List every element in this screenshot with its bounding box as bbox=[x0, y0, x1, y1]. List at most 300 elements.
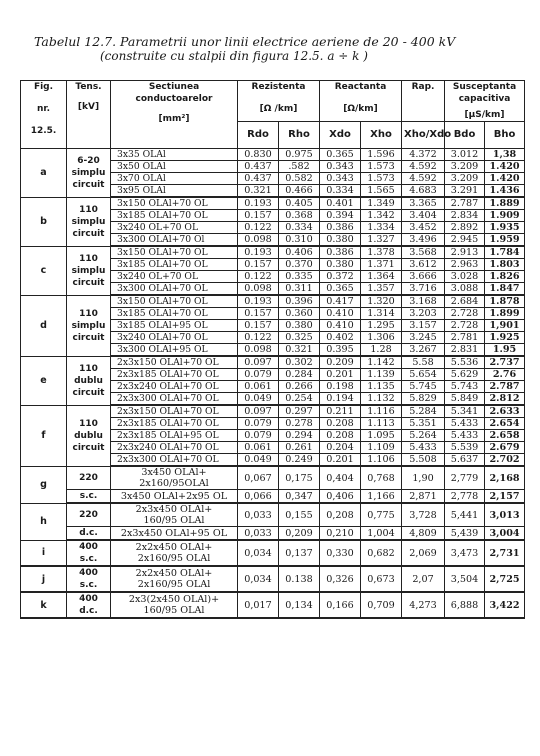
cell-rap: 5.433 bbox=[402, 442, 445, 454]
cell-xho: 1.357 bbox=[361, 283, 402, 296]
cell-xho: 0,775 bbox=[361, 503, 402, 527]
cell-bdo: 5.539 bbox=[445, 442, 485, 454]
cell-xho: 0,682 bbox=[361, 540, 402, 566]
cell-bdo: 3.012 bbox=[445, 149, 485, 161]
cell-bdo: 5.637 bbox=[445, 454, 485, 467]
cell-rap: 4.683 bbox=[402, 185, 445, 198]
cell-bdo: 5.433 bbox=[445, 418, 485, 430]
voltage-cell: 220 bbox=[67, 466, 111, 490]
cell-xdo: 0.394 bbox=[320, 210, 361, 222]
symbol-bho: Bho bbox=[485, 122, 525, 149]
section-cell: 3x95 OLAl bbox=[111, 185, 238, 198]
cell-rap: 5.264 bbox=[402, 430, 445, 442]
cell-xdo: 0,210 bbox=[320, 527, 361, 541]
cell-rho: 0,347 bbox=[279, 490, 320, 504]
cell-bdo: 2.787 bbox=[445, 197, 485, 210]
cell-ratio: 2,871 bbox=[402, 490, 445, 504]
cell-bdo: 5,441 bbox=[445, 503, 485, 527]
cell-rap: 3.568 bbox=[402, 246, 445, 259]
voltage-line: circuit bbox=[72, 228, 105, 239]
header-sectiunea: Sectiunea conductoarelor [mm²] bbox=[111, 81, 238, 149]
voltage-cell bbox=[67, 566, 111, 592]
cell-xho: 1.295 bbox=[361, 320, 402, 332]
cell-bdo: 3.291 bbox=[445, 185, 485, 198]
section-cell: 2x3x450 OLAl+95 OL bbox=[111, 527, 238, 541]
cell-bho: 1.95 bbox=[485, 344, 525, 357]
cell-xdo: 0.343 bbox=[320, 161, 361, 173]
section-cell: 2x3x300 OLAl+70 OL bbox=[111, 454, 238, 467]
cell-bho: 1.959 bbox=[485, 234, 525, 247]
voltage-cell bbox=[67, 149, 111, 198]
cell-xho: 1.139 bbox=[361, 369, 402, 381]
cell-bdo: 3.028 bbox=[445, 271, 485, 283]
cell-bdo: 3,473 bbox=[445, 540, 485, 566]
cell-ratio: 1,90 bbox=[402, 466, 445, 490]
cell-rho: 0.310 bbox=[279, 234, 320, 247]
cell-bdo: 2.963 bbox=[445, 259, 485, 271]
cell-xho: 1.28 bbox=[361, 344, 402, 357]
header-fig: Fig. nr. 12.5. bbox=[21, 81, 67, 149]
cell-xho: 1.135 bbox=[361, 381, 402, 393]
cell-xdo: 0,404 bbox=[320, 466, 361, 490]
section-cell: 3x240 OLAl+70 OL bbox=[111, 332, 238, 344]
cell-rdo: 0.193 bbox=[238, 197, 279, 210]
cell-bho: 1.803 bbox=[485, 259, 525, 271]
cell-rap: 3.496 bbox=[402, 234, 445, 247]
table-row bbox=[21, 592, 525, 618]
cell-bho: 1.784 bbox=[485, 246, 525, 259]
cell-bho: 2,157 bbox=[485, 490, 525, 504]
cell-rho: 0.582 bbox=[279, 173, 320, 185]
cell-bdo: 5.743 bbox=[445, 381, 485, 393]
cell-rho: 0.975 bbox=[279, 149, 320, 161]
cell-xho: 1.306 bbox=[361, 332, 402, 344]
cell-bdo: 5.341 bbox=[445, 405, 485, 418]
cell-bdo: 2.684 bbox=[445, 295, 485, 308]
section-cell bbox=[111, 540, 238, 566]
voltage-line: circuit bbox=[72, 332, 105, 343]
cell-rho: 0.321 bbox=[279, 344, 320, 357]
voltage-line: 400 bbox=[79, 542, 98, 552]
section-cell: 3x185 OLAl+70 OL bbox=[111, 308, 238, 320]
cell-rdo: 0.830 bbox=[238, 149, 279, 161]
cell-xho: 1.106 bbox=[361, 454, 402, 467]
section-cell: 3x150 OLAl+70 OL bbox=[111, 197, 238, 210]
cell-bho: 1,901 bbox=[485, 320, 525, 332]
voltage-cell bbox=[67, 356, 111, 405]
section-cell: 3x150 OLAl+70 OL bbox=[111, 295, 238, 308]
section-cell: 2x3x150 OLAl+70 OL bbox=[111, 356, 238, 369]
cell-rdo: 0.122 bbox=[238, 222, 279, 234]
header-reactanta: Reactanta [Ω/km] bbox=[320, 81, 402, 122]
cell-rdo: 0.157 bbox=[238, 320, 279, 332]
cell-bho: 2.737 bbox=[485, 356, 525, 369]
cell-bho: 1.436 bbox=[485, 185, 525, 198]
cell-rdo: 0,033 bbox=[238, 503, 279, 527]
voltage-line: 110 bbox=[79, 363, 98, 374]
cell-bdo: 3.209 bbox=[445, 173, 485, 185]
cell-bho: 1.925 bbox=[485, 332, 525, 344]
cell-bho: 2.702 bbox=[485, 454, 525, 467]
section-line: 160/95 OLAl bbox=[143, 605, 205, 616]
cell-xdo: 0.372 bbox=[320, 271, 361, 283]
cell-rho: 0.266 bbox=[279, 381, 320, 393]
cell-rho: 0,175 bbox=[279, 466, 320, 490]
cell-bho: 3,004 bbox=[485, 527, 525, 541]
cell-rap: 5.58 bbox=[402, 356, 445, 369]
group-rows-a-f bbox=[21, 149, 525, 467]
cell-bho: 3,013 bbox=[485, 503, 525, 527]
cell-bho: 2,168 bbox=[485, 466, 525, 490]
cell-bho: 1.935 bbox=[485, 222, 525, 234]
section-cell: 3x300 OLAl+70 OL bbox=[111, 283, 238, 296]
cell-rdo: 0.097 bbox=[238, 356, 279, 369]
cell-bho: 1.899 bbox=[485, 308, 525, 320]
cell-xdo: 0.365 bbox=[320, 283, 361, 296]
cell-bdo: 2.831 bbox=[445, 344, 485, 357]
symbol-rdo: Rdo bbox=[238, 122, 279, 149]
cell-rap: 5.745 bbox=[402, 381, 445, 393]
cell-bho: 1.420 bbox=[485, 161, 525, 173]
cell-rdo: 0.122 bbox=[238, 271, 279, 283]
cell-xdo: 0.386 bbox=[320, 246, 361, 259]
cell-bdo: 2.913 bbox=[445, 246, 485, 259]
cell-xho: 1.116 bbox=[361, 405, 402, 418]
cell-rdo: 0,066 bbox=[238, 490, 279, 504]
cell-rdo: 0.049 bbox=[238, 393, 279, 406]
cell-xdo: 0.410 bbox=[320, 308, 361, 320]
cell-rdo: 0,067 bbox=[238, 466, 279, 490]
section-cell: 3x35 OLAl bbox=[111, 149, 238, 161]
cell-xho: 1.364 bbox=[361, 271, 402, 283]
cell-xho: 0,768 bbox=[361, 466, 402, 490]
cell-rap: 5.829 bbox=[402, 393, 445, 406]
cell-rho: 0.249 bbox=[279, 454, 320, 467]
cell-bdo: 5.629 bbox=[445, 369, 485, 381]
caption-title: Tabelul 12.7. Parametrii unor linii electrice aeriene de 20 - 400 kV bbox=[34, 34, 456, 49]
cell-xho: 0,709 bbox=[361, 592, 402, 618]
cell-rdo: 0.321 bbox=[238, 185, 279, 198]
cell-bho: 1.878 bbox=[485, 295, 525, 308]
voltage-line: circuit bbox=[72, 442, 105, 453]
section-cell: 2x3x240 OLAl+70 OL bbox=[111, 442, 238, 454]
cell-rdo: 0.097 bbox=[238, 405, 279, 418]
cell-bdo: 5.849 bbox=[445, 393, 485, 406]
cell-rap: 3.404 bbox=[402, 210, 445, 222]
cell-rap: 3.612 bbox=[402, 259, 445, 271]
section-cell: 3x185 OLAl+95 OL bbox=[111, 320, 238, 332]
cell-rdo: 0.079 bbox=[238, 430, 279, 442]
section-cell: 3x240 OL+70 OL bbox=[111, 271, 238, 283]
table-row bbox=[21, 405, 525, 418]
cell-bdo: 5.433 bbox=[445, 430, 485, 442]
group-rows-i-k bbox=[21, 540, 525, 618]
cell-rap: 4.592 bbox=[402, 173, 445, 185]
cell-rho: 0.297 bbox=[279, 405, 320, 418]
fig-letter: f bbox=[21, 405, 67, 466]
cell-rap: 3.157 bbox=[402, 320, 445, 332]
cell-bho: 2.633 bbox=[485, 405, 525, 418]
cell-rdo: 0.061 bbox=[238, 381, 279, 393]
cell-rho: 0.396 bbox=[279, 295, 320, 308]
cell-rdo: 0.122 bbox=[238, 332, 279, 344]
line-parameters-table bbox=[20, 80, 525, 619]
cell-rap: 3.716 bbox=[402, 283, 445, 296]
section-cell: 2x3x240 OLAl+70 OL bbox=[111, 381, 238, 393]
header-tens: Tens. [kV] bbox=[67, 81, 111, 149]
cell-xdo: 0.365 bbox=[320, 149, 361, 161]
cell-rap: 4.372 bbox=[402, 149, 445, 161]
cell-xho: 1.142 bbox=[361, 356, 402, 369]
cell-rdo: 0.098 bbox=[238, 283, 279, 296]
voltage-line: 110 bbox=[79, 308, 98, 319]
cell-xdo: 0.211 bbox=[320, 405, 361, 418]
section-cell: 2x3x185 OLAl+70 OL bbox=[111, 418, 238, 430]
section-cell: 2x3x300 OLAl+70 OL bbox=[111, 393, 238, 406]
voltage-line: 110 bbox=[79, 253, 98, 264]
cell-rho: 0,155 bbox=[279, 503, 320, 527]
cell-bho: 1.847 bbox=[485, 283, 525, 296]
cell-bho: 1.909 bbox=[485, 210, 525, 222]
cell-xdo: 0.417 bbox=[320, 295, 361, 308]
voltage-line: 400 bbox=[79, 568, 98, 578]
cell-xho: 1.573 bbox=[361, 173, 402, 185]
cell-xho: 1.132 bbox=[361, 393, 402, 406]
cell-rap: 2,069 bbox=[402, 540, 445, 566]
cell-rho: .582 bbox=[279, 161, 320, 173]
cell-rho: 0.284 bbox=[279, 369, 320, 381]
cell-rdo: 0.157 bbox=[238, 210, 279, 222]
cell-xdo: 0.410 bbox=[320, 320, 361, 332]
voltage-line: 110 bbox=[79, 418, 98, 429]
cell-rdo: 0.098 bbox=[238, 234, 279, 247]
section-cell: 2x3x185 OLAl+95 OL bbox=[111, 430, 238, 442]
cell-rho: 0,209 bbox=[279, 527, 320, 541]
cell-rho: 0,134 bbox=[279, 592, 320, 618]
section-cell: 3x240 OL+70 OL bbox=[111, 222, 238, 234]
fig-letter: a bbox=[21, 149, 67, 198]
voltage-line: 6-20 bbox=[77, 155, 100, 166]
cell-xho: 1.596 bbox=[361, 149, 402, 161]
cell-rdo: 0.079 bbox=[238, 418, 279, 430]
cell-xdo: 0,326 bbox=[320, 566, 361, 592]
cell-rdo: 0,033 bbox=[238, 527, 279, 541]
section-cell: 2x3x450 OLAl+ 160/95 OLAl bbox=[111, 503, 238, 527]
cell-bdo: 6,888 bbox=[445, 592, 485, 618]
cell-rdo: 0.193 bbox=[238, 246, 279, 259]
cell-rho: 0.302 bbox=[279, 356, 320, 369]
cell-bdo: 2.728 bbox=[445, 320, 485, 332]
cell-xdo: 0.402 bbox=[320, 332, 361, 344]
section-cell: 3x70 OLAl bbox=[111, 173, 238, 185]
table-row bbox=[21, 246, 525, 259]
cell-xdo: 0.380 bbox=[320, 234, 361, 247]
cell-rdo: 0.061 bbox=[238, 442, 279, 454]
voltage-cell bbox=[67, 405, 111, 466]
cell-xho: 1.378 bbox=[361, 246, 402, 259]
cell-xho: 1.327 bbox=[361, 234, 402, 247]
cell-xho: 0,673 bbox=[361, 566, 402, 592]
cell-rho: 0.368 bbox=[279, 210, 320, 222]
voltage-line: dublu bbox=[74, 430, 103, 441]
section-cell: 3x300 OLAl+95 OL bbox=[111, 344, 238, 357]
cell-bdo: 5,439 bbox=[445, 527, 485, 541]
cell-xho: 1.113 bbox=[361, 418, 402, 430]
cell-rap: 4.592 bbox=[402, 161, 445, 173]
cell-xdo: 0,330 bbox=[320, 540, 361, 566]
cell-xdo: 0.380 bbox=[320, 259, 361, 271]
voltage-line: simplu bbox=[71, 216, 106, 227]
section-line: 2x160/95 OLAl bbox=[137, 579, 211, 590]
cell-ratio: 4,809 bbox=[402, 527, 445, 541]
cell-rho: 0.294 bbox=[279, 430, 320, 442]
cell-rdo: 0.437 bbox=[238, 173, 279, 185]
section-cell bbox=[111, 566, 238, 592]
fig-letter: d bbox=[21, 295, 67, 356]
table-row bbox=[21, 356, 525, 369]
cell-xdo: 0.198 bbox=[320, 381, 361, 393]
voltage-cell bbox=[67, 246, 111, 295]
cell-rho: 0.405 bbox=[279, 197, 320, 210]
cell-rdo: 0.193 bbox=[238, 295, 279, 308]
voltage-line: circuit bbox=[72, 277, 105, 288]
cell-rap: 5.284 bbox=[402, 405, 445, 418]
cell-rap: 2,07 bbox=[402, 566, 445, 592]
table-row bbox=[21, 566, 525, 592]
cell-xho: 1.095 bbox=[361, 430, 402, 442]
cell-bho: 1.420 bbox=[485, 173, 525, 185]
cell-rap: 5.351 bbox=[402, 418, 445, 430]
fig-letter: g bbox=[21, 466, 67, 503]
section-cell bbox=[111, 592, 238, 618]
cell-bho: 1,38 bbox=[485, 149, 525, 161]
cell-bho: 2.76 bbox=[485, 369, 525, 381]
cell-xho: 1.573 bbox=[361, 161, 402, 173]
section-cell: 2x3x150 OLAl+70 OL bbox=[111, 405, 238, 418]
cell-rap: 3.267 bbox=[402, 344, 445, 357]
voltage-cell: 220 bbox=[67, 503, 111, 527]
cell-rdo: 0.049 bbox=[238, 454, 279, 467]
cell-xdo: 0,166 bbox=[320, 592, 361, 618]
voltage-cell bbox=[67, 197, 111, 246]
cell-rho: 0,137 bbox=[279, 540, 320, 566]
section-line: 2x2x450 OLAl+ bbox=[135, 568, 213, 579]
cell-xdo: 0.208 bbox=[320, 430, 361, 442]
cell-rdo: 0.157 bbox=[238, 259, 279, 271]
cell-rho: 0.466 bbox=[279, 185, 320, 198]
table-row bbox=[21, 149, 525, 161]
cell-xdo: 0.201 bbox=[320, 454, 361, 467]
cell-xdo: 0.204 bbox=[320, 442, 361, 454]
section-cell: 3x150 OLAl+70 OL bbox=[111, 246, 238, 259]
table-caption bbox=[34, 34, 524, 63]
cell-bdo: 2.834 bbox=[445, 210, 485, 222]
cell-bho: 1.889 bbox=[485, 197, 525, 210]
cell-xho: 1,166 bbox=[361, 490, 402, 504]
section-cell: 3x300 OLAl+70 Ol bbox=[111, 234, 238, 247]
cell-rho: 0.406 bbox=[279, 246, 320, 259]
cell-ratio: 3,728 bbox=[402, 503, 445, 527]
cell-rho: 0.254 bbox=[279, 393, 320, 406]
cell-xdo: 0.386 bbox=[320, 222, 361, 234]
voltage-line: simplu bbox=[71, 265, 106, 276]
table-row bbox=[21, 197, 525, 210]
symbol-ratio: Xho/Xdo bbox=[402, 122, 445, 149]
cell-rho: 0.138 bbox=[279, 566, 320, 592]
group-rows-g-k bbox=[21, 466, 525, 540]
cell-rdo: 0.437 bbox=[238, 161, 279, 173]
cell-xdo: 0.401 bbox=[320, 197, 361, 210]
section-line: 2x3(2x450 OLAl)+ bbox=[128, 594, 220, 605]
header-rap: Rap. bbox=[402, 81, 445, 122]
cell-rap: 3.245 bbox=[402, 332, 445, 344]
fig-letter: k bbox=[21, 592, 67, 618]
cell-rdo: 0.157 bbox=[238, 308, 279, 320]
cell-rho: 0.278 bbox=[279, 418, 320, 430]
cell-xho: 1.565 bbox=[361, 185, 402, 198]
cell-rho: 0.311 bbox=[279, 283, 320, 296]
cell-rap: 5.508 bbox=[402, 454, 445, 467]
voltage-cell bbox=[67, 592, 111, 618]
symbol-xdo: Xdo bbox=[320, 122, 361, 149]
section-cell: 3x185 OLAl+70 OL bbox=[111, 210, 238, 222]
cell-xdo: 0.194 bbox=[320, 393, 361, 406]
table-row bbox=[21, 295, 525, 308]
section-cell: 3x450 OLAl+2x95 OL bbox=[111, 490, 238, 504]
cell-xho: 1,004 bbox=[361, 527, 402, 541]
cell-rho: 0.370 bbox=[279, 259, 320, 271]
cell-xdo: 0.343 bbox=[320, 173, 361, 185]
section-line: 2x2x450 OLAl+ bbox=[135, 542, 213, 553]
header-rezistenta: Rezistenta [Ω /km] bbox=[238, 81, 320, 122]
cell-bdo: 2.781 bbox=[445, 332, 485, 344]
cell-rap: 3.452 bbox=[402, 222, 445, 234]
voltage-line: s.c. bbox=[79, 580, 98, 590]
cell-bdo: 2,778 bbox=[445, 490, 485, 504]
cell-bho: 2,731 bbox=[485, 540, 525, 566]
cell-xho: 1.109 bbox=[361, 442, 402, 454]
voltage-line: dublu bbox=[74, 375, 103, 386]
voltage-line: simplu bbox=[71, 320, 106, 331]
voltage-line: circuit bbox=[72, 179, 105, 190]
cell-rdo: 0.079 bbox=[238, 369, 279, 381]
cell-bho: 2.654 bbox=[485, 418, 525, 430]
voltage-cell: s.c. bbox=[67, 490, 111, 504]
fig-letter: c bbox=[21, 246, 67, 295]
cell-rap: 5.654 bbox=[402, 369, 445, 381]
cell-xho: 1.320 bbox=[361, 295, 402, 308]
cell-bho: 2.787 bbox=[485, 381, 525, 393]
symbol-xho: Xho bbox=[361, 122, 402, 149]
cell-xho: 1.334 bbox=[361, 222, 402, 234]
cell-rap: 3.203 bbox=[402, 308, 445, 320]
cell-xdo: 0.334 bbox=[320, 185, 361, 198]
header-susceptanta: Susceptanta capacitiva [μS/km] bbox=[445, 81, 525, 122]
voltage-cell bbox=[67, 295, 111, 356]
table-row bbox=[21, 540, 525, 566]
cell-bdo: 3,504 bbox=[445, 566, 485, 592]
section-cell: 3x185 OLAl+70 OL bbox=[111, 259, 238, 271]
section-line: 2x160/95 OLAl bbox=[137, 553, 211, 564]
cell-rdo: 0,017 bbox=[238, 592, 279, 618]
cell-xdo: 0,406 bbox=[320, 490, 361, 504]
section-cell: 2x3x185 OLAl+70 OL bbox=[111, 369, 238, 381]
section-cell: 3x450 OLAl+ 2x160/95OLAl bbox=[111, 466, 238, 490]
cell-xdo: 0.395 bbox=[320, 344, 361, 357]
cell-rho: 0.261 bbox=[279, 442, 320, 454]
cell-rho: 0.334 bbox=[279, 222, 320, 234]
cell-bdo: 2,779 bbox=[445, 466, 485, 490]
